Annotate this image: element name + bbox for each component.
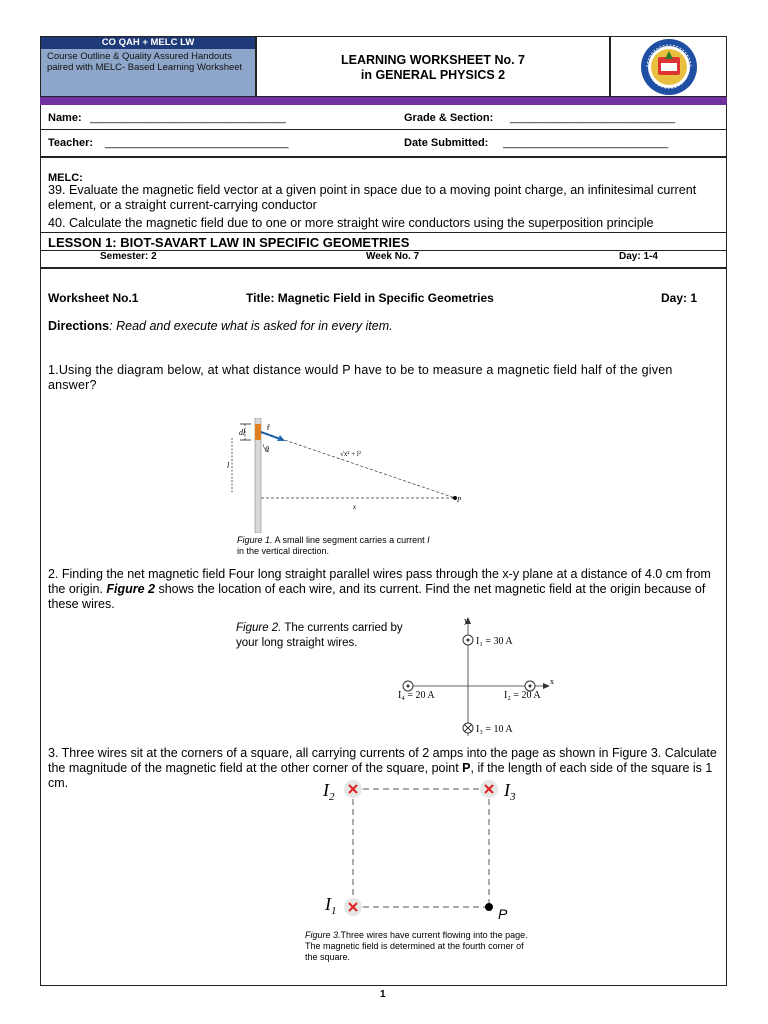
point-p-marker <box>485 903 493 911</box>
fig3-caption-text: Three wires have current flowing into the page. The magnetic field is determined at the fourth corner of the square. <box>305 930 528 962</box>
wire-1-into-page <box>344 898 362 916</box>
page-number: 1 <box>380 989 386 1000</box>
title-line1: LEARNING WORKSHEET No. 7 <box>340 53 526 67</box>
course-outline-text: Course Outline & Quality Assured Handouts paired with MELC- Based Learning Worksheet <box>47 51 243 73</box>
fig1-caption-label: Figure 1. <box>237 535 273 545</box>
worksheet-title <box>256 36 610 97</box>
date-label: Date Submitted: <box>404 137 489 149</box>
directions-text: : Read and execute what is asked for in every item. <box>109 319 393 333</box>
fig1-caption-line1: A small line segment carries a current <box>272 535 428 545</box>
fig2-axis-x: x <box>550 677 554 686</box>
fig2-caption-text: The currents carried by your long straight wires. <box>236 622 403 649</box>
fig2-axis-y: y <box>464 616 468 625</box>
fig2-label-i2: I₂ = 20 A <box>504 690 541 701</box>
fig2-caption-label: Figure 2. <box>236 622 282 634</box>
wire-2-into-page <box>344 780 362 798</box>
directions <box>48 319 393 333</box>
fig3-label-i1: $I_1$ <box>325 894 337 917</box>
q2-figure-ref: Figure 2 <box>106 582 155 596</box>
question-1: 1.Using the diagram below, at what distance would P have to be to measure a magnetic field half of the given answer? <box>48 363 673 392</box>
fig2-label-i1: I₁ = 30 A <box>476 636 513 647</box>
melc-label: MELC: <box>48 172 83 184</box>
question-2 <box>48 567 723 612</box>
figure-1-diagram <box>225 418 465 533</box>
fig2-label-i3: I₃ = 10 A <box>476 724 513 735</box>
figure-1-caption <box>237 535 467 557</box>
purple-divider <box>40 97 727 105</box>
q2-text-a: 2. Finding the net magnetic field Four long straight parallel wires pass through the x-y plane at a distance of 4.0 cm from the origin. <box>48 567 711 596</box>
fig1-caption-line2: in the vertical direction. <box>237 546 330 556</box>
fig3-label-i2: $I_2$ <box>323 780 335 803</box>
teacher-field[interactable]: ______________________________ <box>105 137 289 149</box>
grade-field[interactable]: ___________________________ <box>510 112 676 124</box>
figure-3-diagram <box>318 774 528 922</box>
name-label: Name: <box>48 112 82 124</box>
title-line2: in GENERAL PHYSICS 2 <box>360 68 506 82</box>
division-seal-logo <box>611 37 728 98</box>
lesson-top-line <box>40 232 727 233</box>
grade-label: Grade & Section: <box>404 112 494 124</box>
fig3-caption-label: Figure 3. <box>305 930 341 940</box>
fig1-label-x: x <box>353 503 357 511</box>
figure-2-diagram <box>390 614 570 740</box>
lesson-bottom-line <box>40 267 727 269</box>
melc-item-39: 39. Evaluate the magnetic field vector at a given point in space due to a moving point charge, an infinitesimal current element, or a straight current-carrying conductor <box>48 183 697 212</box>
day-range: Day: 1-4 <box>619 251 658 262</box>
wire-1-dot <box>463 635 473 645</box>
worksheet-number: Worksheet No.1 <box>48 291 139 305</box>
worksheet-title-line: Title: Magnetic Field in Specific Geometries <box>246 291 494 305</box>
row-divider <box>40 129 727 130</box>
worksheet-day: Day: 1 <box>661 291 698 305</box>
q3-point-p: P <box>462 761 471 775</box>
semester: Semester: 2 <box>100 251 157 262</box>
q3-text-a: 3. Three wires sit at the corners of a square, all carrying currents of 2 amps into the page as shown in Figure 3. Calculate the magnitude of the magnetic field at the other corner of the square, point <box>48 746 717 775</box>
fig1-label-l: l <box>227 461 230 470</box>
fig2-label-i4: I₄ = 20 A <box>398 690 435 701</box>
fig3-label-i3: $I_3$ <box>504 780 516 803</box>
fig1-label-dl: dl <box>239 428 246 437</box>
directions-label: Directions <box>48 319 110 333</box>
fig1-caption-i: I <box>427 535 430 545</box>
fig1-label-sqrt: √x² + l² <box>340 450 361 458</box>
fig1-label-theta: θ <box>265 445 269 454</box>
melc-item-40: 40. Calculate the magnetic field due to one or more straight wire conductors using the superposition principle <box>48 216 654 230</box>
q3-text-b: , if the length of each side of the square is 1 cm. <box>48 761 713 790</box>
q2-text-b: shows the location of each wire, and its current. Find the net magnetic field at the origin because of these wires. <box>48 582 706 611</box>
wire-3-into-page <box>480 780 498 798</box>
week-number: Week No. 7 <box>366 251 420 262</box>
fig1-label-p: P <box>457 496 462 504</box>
wire-3-cross <box>463 723 473 733</box>
fig1-label-rhat: r̂ <box>267 423 270 432</box>
header-course-box <box>40 36 256 97</box>
lesson-title: LESSON 1: BIOT-SAVART LAW IN SPECIFIC GEOMETRIES <box>48 235 410 250</box>
header-band: CO QAH + MELC LW <box>41 37 255 49</box>
name-field[interactable]: ________________________________ <box>90 112 286 124</box>
teacher-label: Teacher: <box>48 137 94 149</box>
logo-cell <box>610 36 727 97</box>
date-field[interactable]: ___________________________ <box>503 137 669 149</box>
figure-3-caption <box>305 930 535 963</box>
fields-divider <box>40 156 727 158</box>
fig3-label-p: P <box>498 906 508 922</box>
